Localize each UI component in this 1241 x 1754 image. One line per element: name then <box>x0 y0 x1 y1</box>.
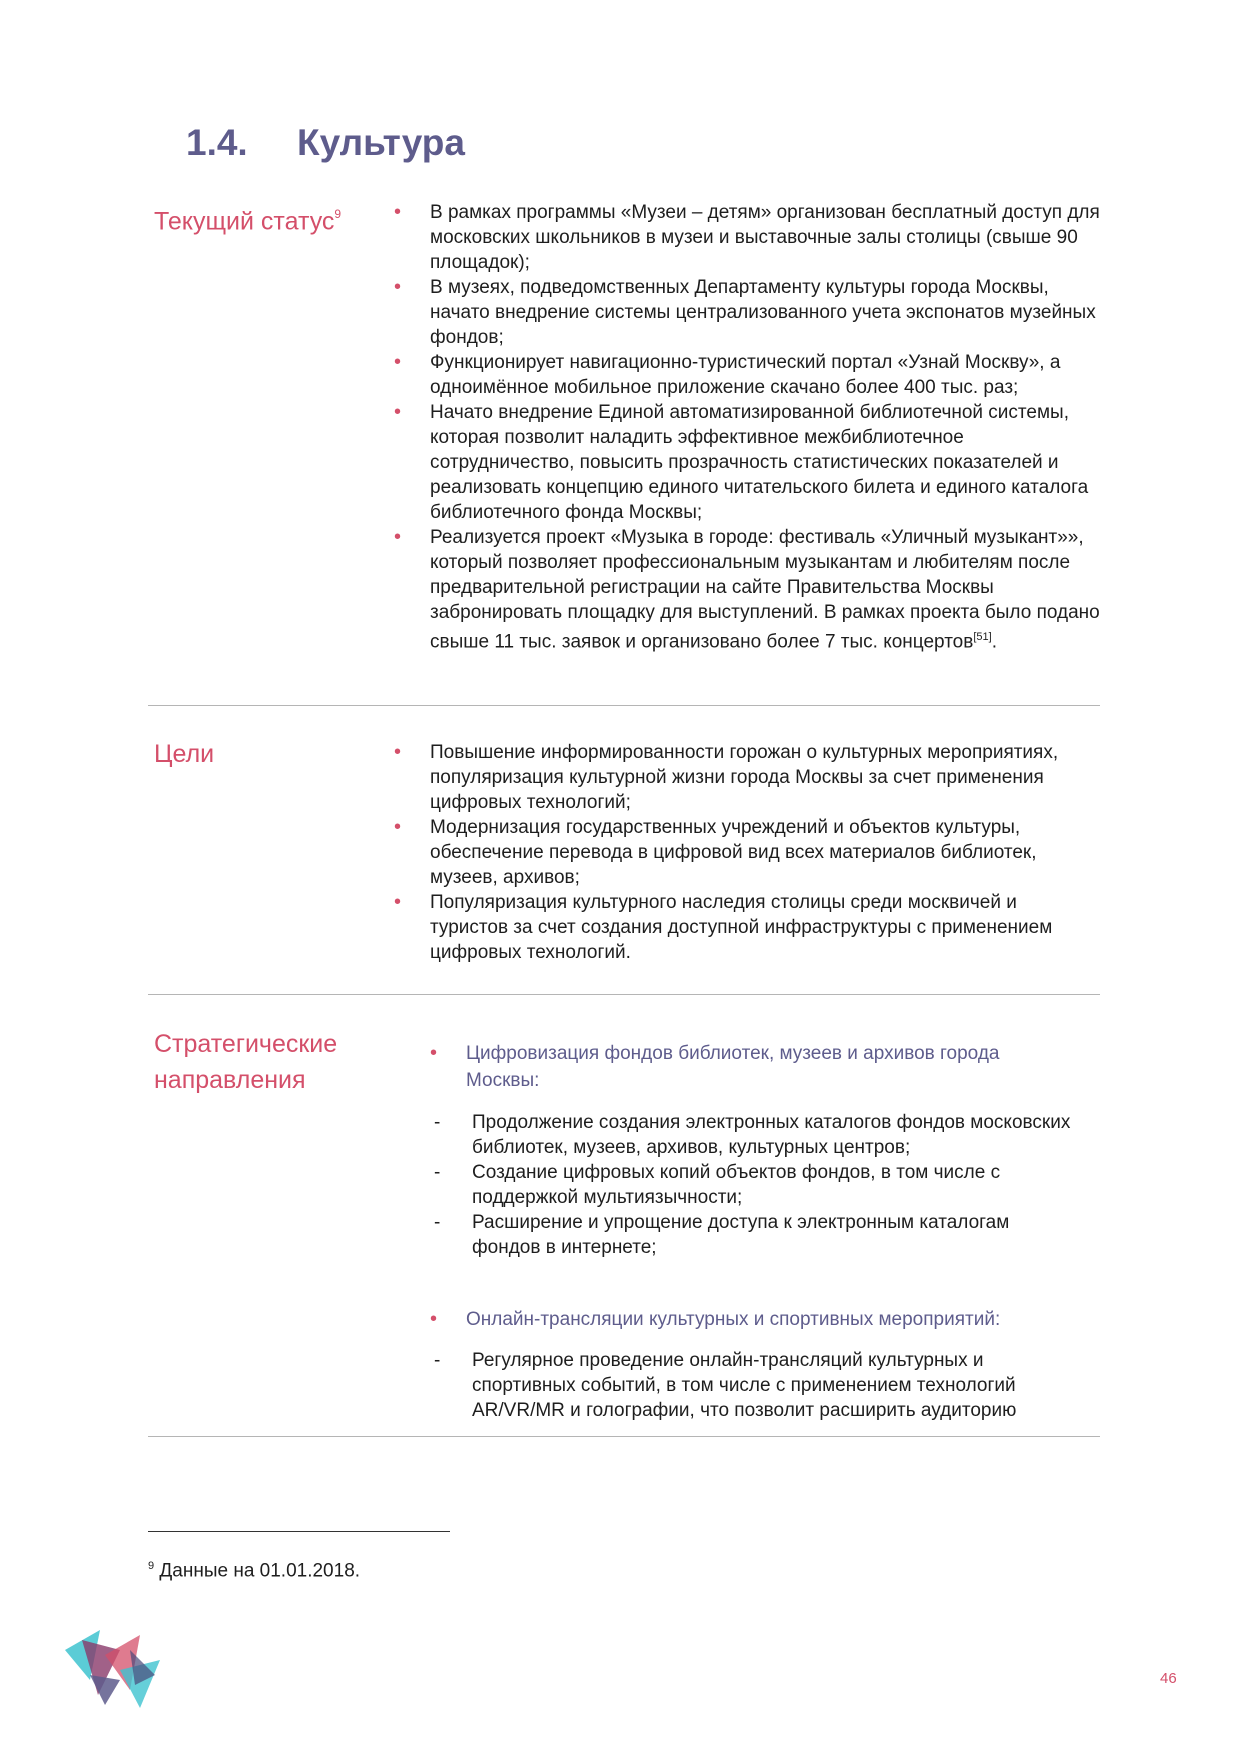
list-item <box>434 1348 1072 1423</box>
section-title: Культура <box>297 122 465 163</box>
list-item <box>394 815 1100 890</box>
divider <box>148 1436 1100 1437</box>
footnote-number: 9 <box>148 1560 155 1572</box>
status-list <box>394 200 1100 654</box>
section-heading <box>186 122 465 164</box>
bullet-icon: • <box>394 741 402 763</box>
list-item <box>394 200 1100 275</box>
list-item <box>434 1160 1072 1210</box>
bullet-icon: • <box>430 1308 438 1330</box>
footnote-text: Данные на 01.01.2018. <box>154 1560 361 1582</box>
list-item <box>394 400 1100 525</box>
list-item-text: Продолжение создания электронных каталогов фондов московских библиотек, музеев, архивов, культурных центров; <box>472 1112 1071 1158</box>
direction-title <box>430 1306 1066 1333</box>
list-item-text: Популяризация культурного наследия столицы среди москвичей и туристов за счет создания доступной инфраструктуры с применением цифровых технологий. <box>430 892 1053 963</box>
list-item <box>434 1210 1072 1260</box>
strategy-label-line2: направления <box>154 1066 306 1094</box>
page-number: 46 <box>1160 1670 1177 1687</box>
status-label-text: Текущий статус <box>154 207 335 236</box>
logo-icon <box>60 1620 170 1710</box>
list-item <box>394 740 1100 815</box>
footnote <box>148 1560 360 1582</box>
list-item-text: Функционирует навигационно-туристический портал «Узнай Москву», а одноимённое мобильное приложение скачано более 400 тыс. раз; <box>430 352 1061 398</box>
direction-title <box>430 1040 1066 1094</box>
list-item <box>434 1110 1072 1160</box>
direction-items <box>434 1348 1072 1423</box>
divider <box>148 705 1100 706</box>
direction-title-text: Онлайн-трансляции культурных и спортивных мероприятий: <box>466 1309 1001 1330</box>
dash-icon: - <box>434 1212 441 1233</box>
dash-icon: - <box>434 1350 441 1371</box>
direction-items <box>434 1110 1072 1260</box>
bullet-icon: • <box>430 1042 438 1064</box>
list-item-text: В музеях, подведомственных Департаменту культуры города Москвы, начато внедрение системы централизованного учета экспонатов музейных фондов; <box>430 277 1096 348</box>
list-item <box>394 525 1100 654</box>
strategy-label <box>154 1026 337 1098</box>
footnote-rule <box>148 1531 450 1532</box>
list-item <box>394 350 1100 400</box>
list-item-text: Повышение информированности горожан о культурных мероприятиях, популяризация культурной жизни города Москвы за счет применения цифровых технологий; <box>430 742 1059 813</box>
list-item-text: Регулярное проведение онлайн-трансляций культурных и спортивных событий, в том числе с применением технологий AR/VR/MR и голографии, что позволит расширить аудиторию <box>472 1350 1017 1421</box>
bullet-icon: • <box>394 891 402 913</box>
bullet-icon: • <box>394 816 402 838</box>
section-number: 1.4. <box>186 122 248 163</box>
list-item-text: Создание цифровых копий объектов фондов, в том числе с поддержкой мультиязычности; <box>472 1162 1001 1208</box>
list-item-text: Реализуется проект «Музыка в городе: фестиваль «Уличный музыкант»», который позволяет профессиональным музыкантам и любителям после предварительной регистрации на сайте Правительства Москвы забронировать площадку для выступлений. В рамках проекта было подано свыше 11 тыс. заявок и организовано более 7 тыс. концертов <box>430 527 1100 653</box>
list-item-text: В рамках программы «Музеи – детям» организован бесплатный доступ для московских школьников в музеи и выставочные залы столицы (свыше 90 площадок); <box>430 202 1100 273</box>
status-footnote-ref: 9 <box>334 207 342 221</box>
list-item-text: Модернизация государственных учреждений и объектов культуры, обеспечение перевода в цифровой вид всех материалов библиотек, музеев, архивов; <box>430 817 1037 888</box>
list-item <box>394 275 1100 350</box>
citation-ref: [51] <box>973 631 992 643</box>
list-item <box>394 890 1100 965</box>
bullet-icon: • <box>394 526 402 548</box>
bullet-icon: • <box>394 401 402 423</box>
divider <box>148 994 1100 995</box>
status-label <box>154 198 341 239</box>
strategy-label-line1: Стратегические <box>154 1030 338 1058</box>
bullet-icon: • <box>394 201 402 223</box>
bullet-icon: • <box>394 276 402 298</box>
dash-icon: - <box>434 1112 441 1133</box>
list-item-text: Начато внедрение Единой автоматизированной библиотечной системы, которая позволит наладить эффективное межбиблиотечное сотрудничество, повысить прозрачность статистических показателей и реализовать концепцию единого читательского билета и единого каталога библиотечного фонда Москвы; <box>430 402 1089 523</box>
goals-list <box>394 740 1100 965</box>
direction-title-text: Цифровизация фондов библиотек, музеев и архивов города Москвы: <box>466 1043 1000 1091</box>
goals-label: Цели <box>154 740 215 768</box>
list-item-end: . <box>991 631 997 653</box>
bullet-icon: • <box>394 351 402 373</box>
list-item-text: Расширение и упрощение доступа к электронным каталогам фондов в интернете; <box>472 1212 1010 1258</box>
dash-icon: - <box>434 1162 441 1183</box>
